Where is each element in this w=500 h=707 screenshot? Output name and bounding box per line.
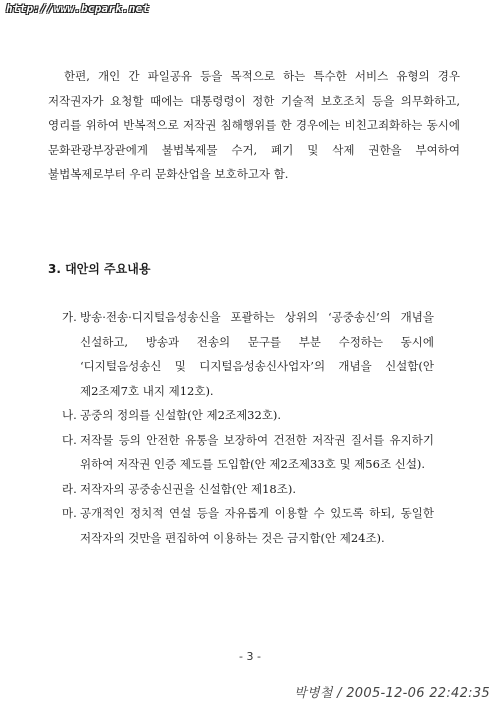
list-item-marker: 가. <box>62 310 77 324</box>
list-item-text: 방송·전송·디지털음성송신을 포괄하는 상위의 ‘공중송신’의 개념을 신설하고, 방송과 전송의 문구를 부분 수정하는 동시에 ‘디지털음성송신 및 디지털음성송신사업자’의 개념을 신설함(안 제2조제7호 내지 제12호). <box>80 310 434 398</box>
list-item-marker: 라. <box>62 481 77 496</box>
list-item-text: 공개적인 정치적 연설 등을 자유롭게 이용할 수 있도록 하되, 동일한 저작자의 것만을 편집하여 이용하는 것은 금지함(안 제24조). <box>80 506 434 545</box>
list-item-text: 저작물 등의 안전한 유통을 보장하여 건전한 저작권 질서를 유지하기 위하여 저작권 인증 제도를 도입함(안 제2조제33호 및 제56조 신설). <box>80 432 434 471</box>
document-body <box>48 64 460 187</box>
list-item-text: 저작자의 공중송신권을 신설함(안 제18조). <box>80 481 296 496</box>
list-item-marker: 다. <box>62 432 77 447</box>
intro-paragraph: 한편, 개인 간 파일공유 등을 목적으로 하는 특수한 서비스 유형의 경우 저작권자가 요청할 때에는 대통령령이 정한 기술적 보호조치 등을 의무화하고, 영리를 위하여 반복적으로 저작권 침해행위를 한 경우에는 비친고죄화하는 동시에 문화관광부장관에게 불법복제물 수거, 폐기 및 삭제 권한을 부여하여 불법복제로부터 우리 문화산업을 보호하고자 함. <box>48 69 460 181</box>
intro-section <box>48 64 460 187</box>
section-title: 3. 대안의 주요내용 <box>48 262 151 276</box>
list-item-text: 공중의 정의를 신설함(안 제2조제32호). <box>80 408 282 422</box>
list-item <box>62 477 434 502</box>
list-item-marker: 마. <box>62 506 77 520</box>
list-item <box>62 305 434 403</box>
list-item-marker: 나. <box>62 408 77 422</box>
list-item <box>62 403 434 428</box>
page-number: - 3 - <box>239 650 261 663</box>
main-content-list <box>62 305 434 550</box>
watermark-url: http://www.bcpark.net <box>6 2 150 15</box>
signature-stamp: 박병철 / 2005-12-06 22:42:35 <box>294 686 490 701</box>
list-item <box>62 428 434 477</box>
list-item <box>62 501 434 550</box>
